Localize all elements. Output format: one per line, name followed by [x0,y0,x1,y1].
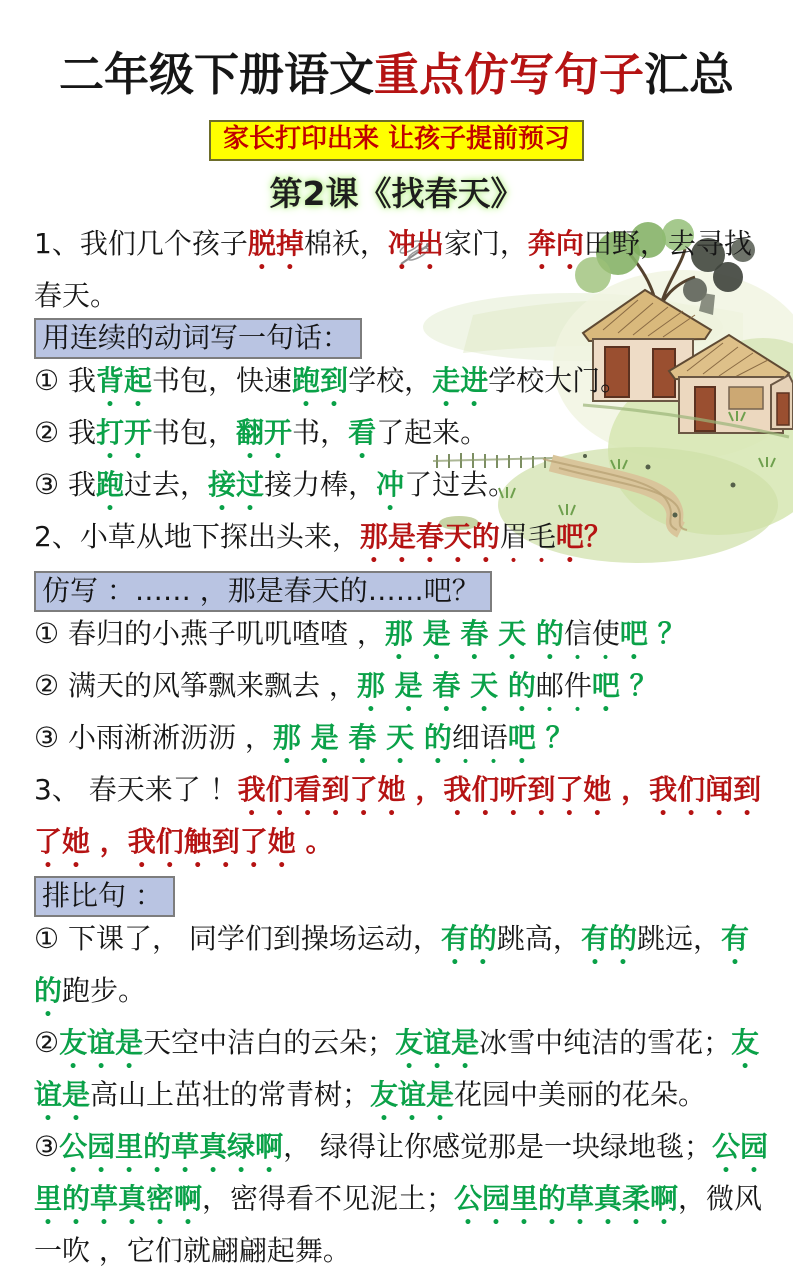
paragraph [34,224,769,316]
text-segment: 接过 [208,468,265,501]
paragraph [34,718,769,770]
text-segment: 吧 ？ [619,617,686,650]
text-segment: 跑到 [292,364,349,397]
text-segment: 2、小草从地下探出头来， [34,520,360,553]
text-segment: 友谊是 [34,1026,760,1111]
text-segment: ② 满天的风筝飘来飘去 ， [34,669,357,702]
text-segment: ① 下课了， 同学们到操场运动， [34,922,441,955]
text-segment: 那 是 春 天 的 [356,669,536,702]
text-segment: 田野，去寻找春天。 [34,227,752,312]
text-segment: 背起 [96,364,153,397]
text-segment: 书， [292,416,349,449]
text-segment: 书包， [152,416,237,449]
text-segment: 学校大门。 [488,364,629,397]
parent-tip-banner: 家长打印出来 让孩子提前预习 [209,120,584,161]
text-segment: 跳远， [636,922,721,955]
label-row [34,318,769,359]
text-segment: 花园中美丽的花朵。 [454,1078,707,1111]
text-segment: 翻开 [236,416,293,449]
text-segment: 家门， [443,227,528,260]
label-box: 用连续的动词写一句话： [34,318,362,359]
text-segment: 友谊是 [370,1078,455,1111]
text-segment: 1、我们几个孩子 [34,227,248,260]
title-text-red: 重点仿写句子 [373,48,644,101]
text-segment: 看 [348,416,377,449]
text-segment: ② [34,1026,60,1059]
text-segment: ② 我 [34,416,97,449]
text-segment: 了过去。 [404,468,517,501]
title-text-black-right: 汇总 [644,48,735,101]
text-segment: 高山上茁壮的常青树； [90,1078,371,1111]
text-segment: 邮件 [535,669,592,702]
content-area [34,224,769,1271]
text-segment: 有的 [440,922,497,955]
text-segment: 公园里的草真柔啊 [454,1182,679,1215]
page-title [0,0,793,104]
text-segment: 接力棒， [264,468,377,501]
text-segment: 了起来。 [376,416,489,449]
text-segment: ，密得看不见泥土； [202,1182,455,1215]
text-segment: 走进 [432,364,489,397]
text-segment: 眉毛 [499,520,556,553]
text-segment: 吧 ？ [591,669,658,702]
text-segment: 跳高， [496,922,581,955]
text-segment: 那 是 春 天 的 [272,721,452,754]
text-segment: 跑步。 [62,974,147,1007]
label-box: 仿写 ：…… ，那是春天的……吧？ [34,571,492,612]
banner-row [0,120,793,161]
text-segment: 棉袄， [303,227,388,260]
text-segment: 冲出 [387,227,444,260]
paragraph [34,614,769,666]
text-segment: 奔向 [527,227,584,260]
text-segment: ③ 我 [34,468,97,501]
paragraph [34,361,769,413]
paragraph [34,1127,769,1271]
text-segment: 吧？ [555,520,612,553]
text-segment: 过去， [124,468,209,501]
title-text-black-left: 二年级下册语文 [58,48,374,101]
text-segment: 公园里的草真密啊 [34,1130,769,1215]
label-row [34,876,769,917]
text-segment: ，微风一吹 ，它们就翩翩起舞。 [34,1182,763,1267]
text-segment: 学校， [348,364,433,397]
text-segment: 我们看到了她 ，我们听到了她 ，我们闻到了她 ，我们触到了她 。 [34,773,762,858]
text-segment: 书包，快速 [152,364,293,397]
text-segment: 打开 [96,416,153,449]
paragraph [34,517,769,569]
text-segment: 那是春天的 [359,520,500,553]
label-box: 排比句 ： [34,876,175,917]
paragraph [34,1023,769,1127]
text-segment: ③ [34,1130,60,1163]
text-segment: 信使 [563,617,620,650]
text-segment: ① 春归的小燕子叽叽喳喳 ， [34,617,385,650]
paragraph [34,413,769,465]
text-segment: 跑 [96,468,125,501]
text-segment: 冲 [376,468,405,501]
text-segment: 友谊是 [59,1026,144,1059]
text-segment: 天空中洁白的云朵； [143,1026,396,1059]
text-segment: 公园里的草真绿啊 [59,1130,284,1163]
paragraph [34,465,769,517]
text-segment: 有的 [580,922,637,955]
text-segment: 冰雪中纯洁的雪花； [479,1026,732,1059]
text-segment: 有的 [34,922,749,1007]
text-segment: 友谊是 [395,1026,480,1059]
label-row [34,571,769,612]
text-segment: 脱掉 [247,227,304,260]
paragraph [34,919,769,1023]
text-segment: 吧 ？ [507,721,574,754]
text-segment: 3、 春天来了 ！ [34,773,238,806]
lesson-heading: 第2课《找春天》 [269,174,524,213]
text-segment: ③ 小雨淅淅沥沥 ， [34,721,273,754]
paragraph [34,770,769,874]
text-segment: ， 绿得让你感觉那是一块绿地毯； [283,1130,713,1163]
text-segment: ① 我 [34,364,97,397]
text-segment: 那 是 春 天 的 [384,617,564,650]
paragraph [34,666,769,718]
text-segment: 细语 [451,721,508,754]
